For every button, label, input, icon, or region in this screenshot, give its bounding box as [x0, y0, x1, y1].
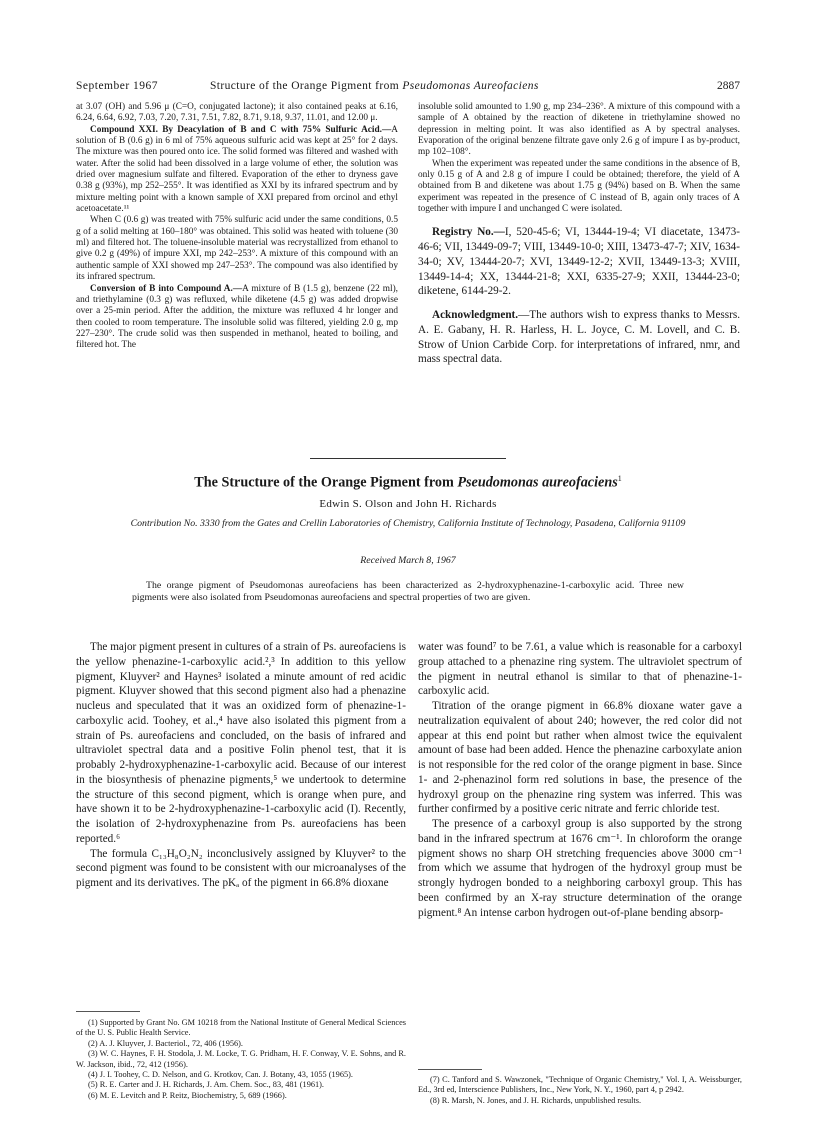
- body-left-column: [76, 640, 406, 891]
- acknowledgment: [418, 308, 740, 367]
- footnote-rule: [418, 1069, 482, 1070]
- article-title: [60, 474, 756, 492]
- prev-paragraph: [76, 284, 398, 352]
- title-footnote-mark: 1: [617, 474, 622, 483]
- footnote: (5) R. E. Carter and J. H. Richards, J. Am. Chem. Soc., 83, 481 (1961).: [88, 1080, 324, 1090]
- received-date: Received March 8, 1967: [360, 555, 456, 566]
- registry-numbers: [418, 225, 740, 299]
- footnote: (3) W. C. Haynes, F. H. Stodola, J. M. Locke, T. G. Pridham, H. F. Conway, V. E. Sohns, and R. W. Jackson, ibid., 72, 412 (1956).: [76, 1049, 406, 1069]
- header-date: September 1967: [76, 80, 159, 92]
- body-paragraph: The formula C₁₃H₈O₂N₂ inconclusively assigned by Kluyver² to the second pigment was found to be consistent with our microanalyses of the pigment and its derivatives. The pKₐ of the pigment in 66.8% dioxane: [76, 847, 406, 889]
- abstract: The orange pigment of Pseudomonas aureofaciens has been characterized as 2-hydroxyphenazine-1-carboxylic acid. Three new pigments were also isolated from Pseudomonas aureofaciens and spectral properties of two are given.: [132, 580, 684, 604]
- body-paragraph: water was found⁷ to be 7.61, a value which is reasonable for a carboxyl group attached to a phenazine ring system. The ultraviolet spectrum of the pigment in neutral ethanol is similar to that of phenazine-1-carboxylic acid.: [418, 641, 742, 698]
- prev-paragraph: insoluble solid amounted to 1.90 g, mp 234–236°. A mixture of this compound with a sample of A obtained by the reaction of diketene in triethylamine showed no depression in melting point. It was also identified as A by spectral analyses. Evaporation of the original benzene filtrate gave only 2.6 g of impure I as by-product, mp 102–108°.: [418, 102, 740, 158]
- running-header: [76, 80, 740, 96]
- footnotes-right: [418, 1075, 742, 1106]
- authors: Edwin S. Olson and John H. Richards: [319, 498, 497, 510]
- footnote: (8) R. Marsh, N. Jones, and J. H. Richards, unpublished results.: [430, 1095, 642, 1105]
- footnote: (4) J. I. Toohey, C. D. Nelson, and G. Krotkov, Can. J. Botany, 43, 1055 (1965).: [88, 1070, 353, 1080]
- header-title: [210, 80, 539, 92]
- contribution-note: Contribution No. 3330 from the Gates and Crellin Laboratories of Chemistry, California Institute of Technology, Pasadena, California 91109: [130, 518, 686, 529]
- title-text: The Structure of the Orange Pigment from: [194, 474, 458, 491]
- prev-article-left-column: [76, 102, 398, 352]
- registry-text: I, 520-45-6; VI, 13444-19-4; VI diacetate, 13473-46-6; VII, 13449-09-7; VIII, 13449-10-0; XIII, 13473-47-7; XIV, 1634-34-0; XV, 13444-20-7; XVI, 13449-12-2; XVII, 13449-13-3; XVIII, 13449-14-4; XX, 13444-21-8; XXI, 6335-27-9; XXII, 13444-23-0; diketene, 6144-29-2.: [418, 226, 740, 298]
- footnote: (2) A. J. Kluyver, J. Bacteriol., 72, 406 (1956).: [88, 1038, 243, 1048]
- acknowledgment-text: —The authors wish to express thanks to Messrs. A. E. Gabany, H. R. Harless, H. L. Joyce, C. M. Lovell, and C. B. Strow of Union Carbide Corp. for interpretations of infrared, nmr, and mass spectral data.: [418, 309, 740, 366]
- article-divider: [310, 458, 506, 459]
- body-paragraph: The major pigment present in cultures of a strain of Ps. aureofaciens is the yellow phenazine-1-carboxylic acid.²,³ In addition to this yellow pigment, Kluyver² and Haynes³ isolated a minute amount of red acidic pigment. Kluyver showed that this second pigment also had a phenazine nucleus and speculated that it was an oxidized form of phenazine-1-carboxylic acid. Toohey, et al.,⁴ have also isolated this pigment from a strain of Ps. aureofaciens and concluded, on the basis of infrared and ultraviolet spectral data and a positive Folin phenol test, that it is probably 2-hydroxyphenazine-1-carboxylic acid. Because of our interest in the biosynthesis of phenazine pigments,⁵ we undertook to determine the structure of this second pigment, which is orange when pure, and have shown it to be 2-hydroxyphenazine-1-carboxylic acid (I). Recently, the isolation of 2-hydroxyphenazine from Ps. aureofaciens has been reported.⁶: [76, 641, 406, 845]
- body-right-column: [418, 640, 742, 920]
- prev-paragraph: at 3.07 (OH) and 5.96 μ (C=O, conjugated lactone); it also contained peaks at 6.16, 6.24, 6.64, 6.92, 7.03, 7.20, 7.31, 7.51, 7.82, 8.71, 9.18, 9.37, 11.01, and 12.00 μ.: [76, 102, 398, 124]
- section-heading: Compound XXI. By Deacylation of B and C with 75% Sulfuric Acid.—: [90, 124, 392, 135]
- body-paragraph: The presence of a carboxyl group is also supported by the strong band in the infrared spectrum at 1676 cm⁻¹. In chloroform the orange pigment shows no sharp OH stretching frequencies above 3000 cm⁻¹ from which we assume that hydrogen of the hydroxyl group must be strongly hydrogen bonded to a neighboring carboxyl group. This has been confirmed by an X-ray structure determination of the orange pigment.⁸ An intense carbon hydrogen out-of-plane bending absorp-: [418, 818, 742, 919]
- header-title-main: Structure of the Orange Pigment from: [210, 80, 403, 92]
- title-italic: Pseudomonas aureofaciens: [457, 474, 618, 491]
- prev-paragraph: When C (0.6 g) was treated with 75% sulfuric acid under the same conditions, 0.5 g of a solid melting at 160–180° was obtained. This solid was heated with toluene (30 ml) and filtered hot. The toluene-insoluble material was recrystallized from ethanol to give 0.2 g (49%) of impure XXI, mp 242–253°. A mixture of this compound with an authentic sample of XXI showed mp 247–253°. The compound was also identified by its infrared spectrum.: [76, 215, 398, 283]
- prev-paragraph: When the experiment was repeated under the same conditions in the absence of B, only 0.15 g of A and 2.8 g of impure I could be obtained; therefore, the yield of A obtained from B and diketene was about 1.75 g (94%) based on B. When the same experiment was repeated in the presence of C instead of B, again only traces of A together with impure I and unchanged C were isolated.: [418, 158, 740, 215]
- prev-paragraph-text: A mixture of B (1.5 g), benzene (22 ml), and triethylamine (0.3 g) was refluxed, while diketene (4.5 g) was added dropwise over a 25-min period. After the addition, the mixture was refluxed 4 hr longer and then cooled to room temperature. The insoluble solid was filtered, yielding 2.0 g, mp 227–230°. The crude solid was then suspended in methanol, heated to boiling, and filtered hot. The: [76, 283, 398, 351]
- prev-paragraph: [76, 125, 398, 216]
- footnote: (1) Supported by Grant No. GM 10218 from the National Institute of General Medical Sciences of the U. S. Public Health Service.: [76, 1018, 406, 1038]
- footnote: (7) C. Tanford and S. Wawzonek, "Technique of Organic Chemistry," Vol. I, A. Weissburger, Ed., 3rd ed, Interscience Publishers, Inc., New York, N. Y., 1960, part 4, p 2942.: [418, 1075, 742, 1095]
- prev-article-right-column: [418, 102, 740, 367]
- body-paragraph: Titration of the orange pigment in 66.8% dioxane water gave a neutralization equivalent of about 240; however, the red color did not appear at this end point but rather when almost twice the equivalent amount of base had been added. Hence the phenazine carboxylate anion is not responsible for the red color of the orange pigment in base. Since 1- and 2-phenazinol form red solutions in base, the presence of the hydroxyl group on the phenazine ring system was inferred. This was further confirmed by a positive ceric nitrate and ferric chloride test.: [418, 700, 742, 816]
- footnotes-left: [76, 1018, 406, 1101]
- footnote-rule: [76, 1011, 140, 1012]
- prev-paragraph-text: A solution of B (0.6 g) in 6 ml of 75% aqueous sulfuric acid was kept at 25° for 2 days. The mixture was then poured onto ice. The solid formed was filtered and washed with water. After the solid had been dissolved in a large volume of ether, the solution was dried over magnesium sulfate and filtered. Evaporation of the ether to dryness gave 0.38 g (93%), mp 252–255°. It was identified as XXI by its infrared spectrum and by mixture melting point with a known sample of XXI prepared from orcinol and ethyl acetoacetate.¹¹: [76, 124, 398, 215]
- acknowledgment-label: Acknowledgment.: [432, 309, 519, 322]
- page-number: 2887: [717, 80, 740, 92]
- footnote: (6) M. E. Levitch and P. Reitz, Biochemistry, 5, 689 (1966).: [88, 1090, 287, 1100]
- section-heading: Conversion of B into Compound A.—: [90, 283, 243, 294]
- header-title-italic: Pseudomonas Aureofaciens: [402, 80, 539, 92]
- registry-label: Registry No.—: [432, 226, 505, 239]
